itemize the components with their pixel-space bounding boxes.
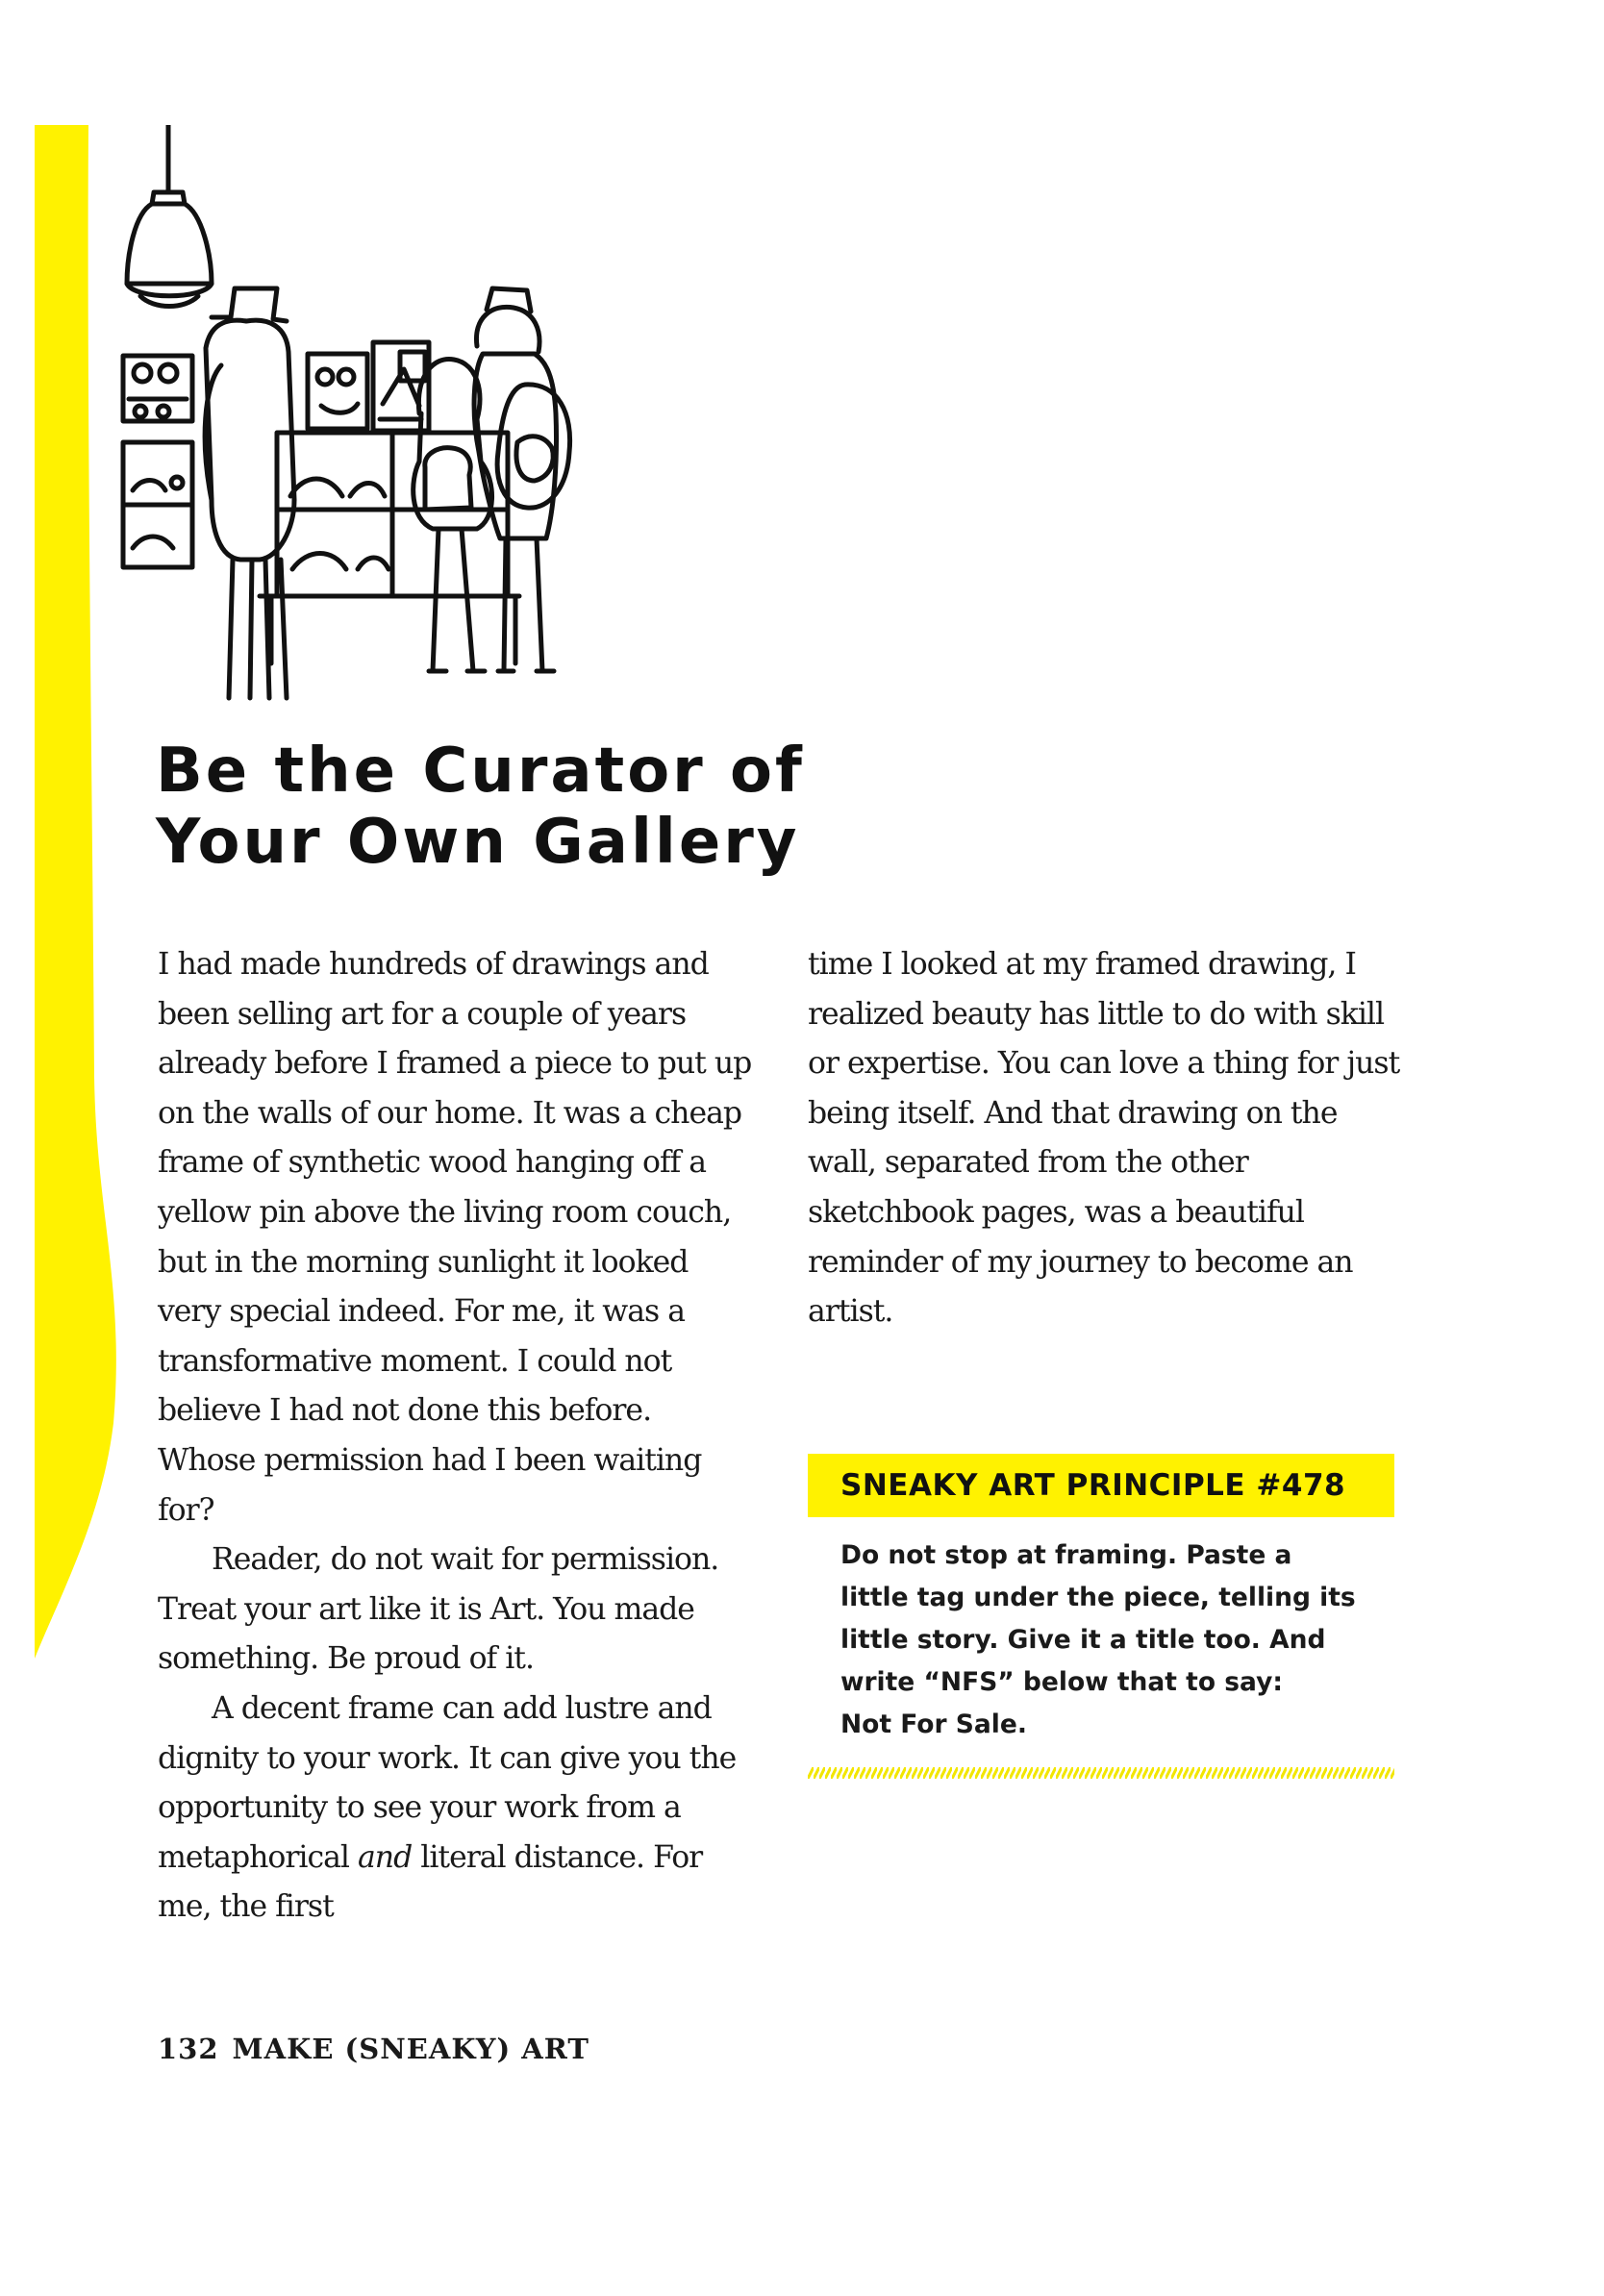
paragraph-3-emphasis: and xyxy=(358,1839,413,1875)
body-paragraph-3 xyxy=(158,1685,754,1933)
principle-line: write “NFS” below that to say: xyxy=(840,1667,1283,1697)
principle-line: little story. Give it a title too. And xyxy=(840,1625,1326,1655)
paragraph-3-text-after: literal distance. For me, the first xyxy=(158,1839,703,1925)
body-column-left xyxy=(158,940,754,1933)
title-line-1: Be the Curator of xyxy=(156,736,805,807)
paragraph-3-text-before: A decent frame can add lustre and dignity to your work. It can give you the opportunity to see your work from a metaphorical xyxy=(158,1690,737,1875)
yellow-margin-strip xyxy=(0,0,135,1692)
principle-line: Do not stop at framing. Paste a xyxy=(840,1540,1292,1570)
pendant-lamp-icon xyxy=(127,125,212,307)
page-footer xyxy=(158,2033,589,2065)
body-column-right xyxy=(808,940,1404,1337)
principle-heading: SNEAKY ART PRINCIPLE #478 xyxy=(840,1468,1346,1503)
principle-body xyxy=(840,1535,1379,1746)
body-paragraph-continued: time I looked at my framed drawing, I realized beauty has little to do with skill or expertise. You can love a thing for just being itself. And that drawing on the wall, separated from the other sketchbook pages, was a beautiful reminder of my journey to become an artist. xyxy=(808,947,1400,1330)
hatched-divider xyxy=(808,1767,1394,1779)
principle-heading-box xyxy=(808,1454,1394,1517)
page-title xyxy=(156,736,829,878)
title-line-2: Your Own Gallery xyxy=(156,807,800,878)
body-paragraph-1: I had made hundreds of drawings and been selling art for a couple of years already before I framed a piece to put up on the walls of our home. It was a cheap frame of synthetic wood hanging off a yellow pin above the living room couch, but in the morning sunlight it looked very special indeed. For me, it was a transformative moment. I could not believe I had not done this before. Whose permission had I been waiting for? xyxy=(158,947,752,1528)
gallery-visitors-illustration xyxy=(115,125,596,721)
principle-line: little tag under the piece, telling its xyxy=(840,1583,1356,1612)
body-paragraph-2: Reader, do not wait for permission. Treat your art like it is Art. You made something. Be proud of it. xyxy=(158,1542,719,1677)
principle-line: Not For Sale. xyxy=(840,1710,1027,1739)
book-title: MAKE (SNEAKY) ART xyxy=(232,2033,589,2065)
page-number: 132 xyxy=(158,2033,219,2065)
